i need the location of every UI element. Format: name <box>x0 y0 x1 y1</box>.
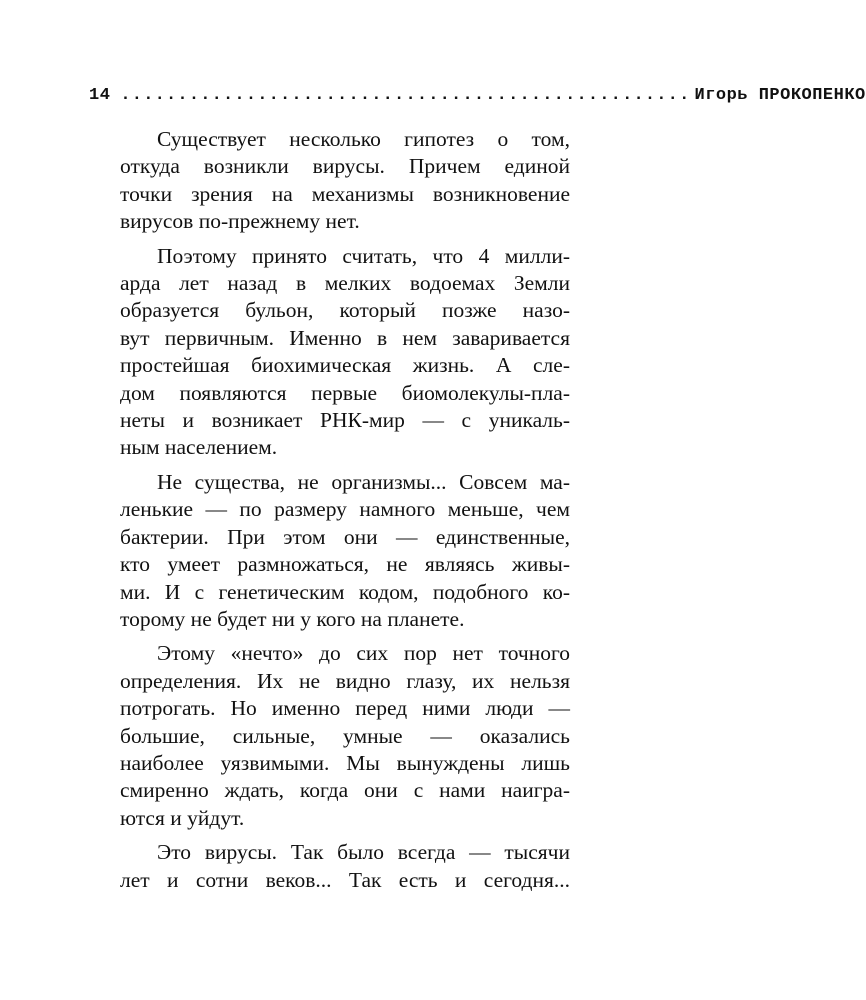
text-line: вут первичным. Именно в нем заваривается <box>120 325 570 350</box>
text-line: неты и возникает РНК-мир — с уникаль- <box>120 408 570 433</box>
paragraph <box>120 839 570 894</box>
paragraph <box>120 640 570 832</box>
paragraph <box>120 469 570 633</box>
text-line: Этому «нечто» до сих пор нет точного <box>157 641 570 666</box>
text-line: точки зрения на механизмы возникновение <box>120 181 570 206</box>
running-head-author: Игорь ПРОКОПЕНКО <box>694 86 866 105</box>
text-line: ми. И с генетическим кодом, подобного ко- <box>120 579 570 604</box>
page-number: 14 <box>89 86 111 105</box>
text-line: ным населением. <box>120 435 278 460</box>
text-line: торому не будет ни у кого на планете. <box>120 606 465 631</box>
text-line: определения. Их не видно глазу, их нельзя <box>120 668 570 693</box>
text-line: большие, сильные, умные — оказались <box>120 723 570 748</box>
text-line: ленькие — по размеру намного меньше, чем <box>120 497 570 522</box>
text-line: вирусов по-прежнему нет. <box>120 209 360 234</box>
text-line: Не существа, не организмы... Совсем ма- <box>157 469 570 494</box>
text-line: откуда возникли вирусы. Причем единой <box>120 154 570 179</box>
paragraph <box>120 243 570 462</box>
text-line: бактерии. При этом они — единственные, <box>120 524 570 549</box>
body-text <box>120 126 570 901</box>
text-line: Существует несколько гипотез о том, <box>157 127 570 151</box>
text-line: образуется бульон, который позже назо- <box>120 298 570 323</box>
text-line: кто умеет размножаться, не являясь живы- <box>120 552 570 577</box>
text-line: ются и уйдут. <box>120 805 245 830</box>
text-line: Поэтому принято считать, что 4 милли- <box>157 243 570 268</box>
text-line: дом появляются первые биомолекулы-пла- <box>120 380 570 405</box>
text-line: простейшая биохимическая жизнь. А сле- <box>120 353 570 378</box>
text-line: лет и сотни веков... Так есть и сегодня... <box>120 867 570 892</box>
text-line: смиренно ждать, когда они с нами наигра- <box>120 778 570 803</box>
dot-leader: .................................................. <box>120 86 691 105</box>
text-line: Это вирусы. Так было всегда — тысячи <box>157 840 570 865</box>
paragraph <box>120 126 570 236</box>
running-header <box>89 86 866 110</box>
text-line: наиболее уязвимыми. Мы вынуждены лишь <box>120 750 570 775</box>
text-line: арда лет назад в мелких водоемах Земли <box>120 271 570 296</box>
text-line: потрогать. Но именно перед ними люди — <box>120 696 570 721</box>
